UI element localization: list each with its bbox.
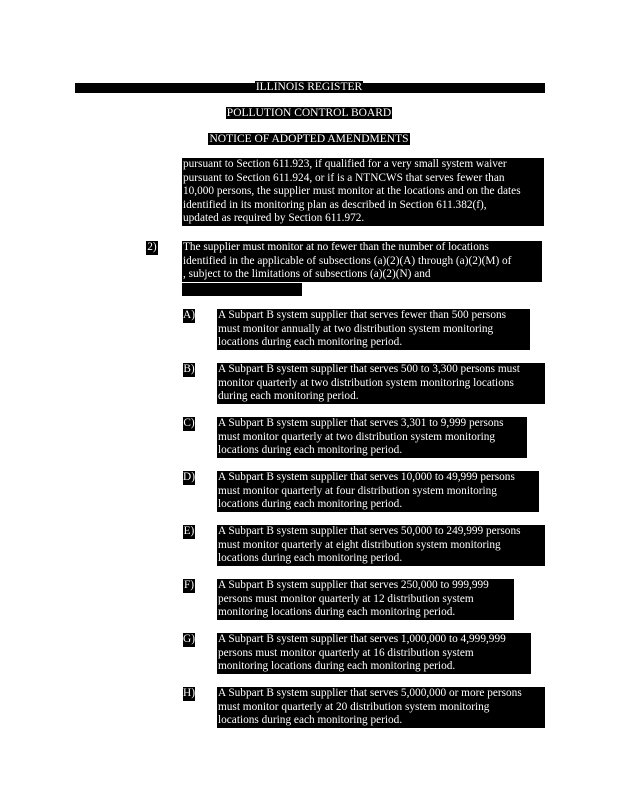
subitem-f-text: A Subpart B system supplier that serves 250,000 to 999,999 persons must monitor quarterly at 12 distribution system monitoring locations during each monitoring period. bbox=[217, 579, 514, 620]
subitem-a-marker: A) bbox=[183, 309, 195, 321]
subitem-b-text: A Subpart B system supplier that serves 500 to 3,300 persons must monitor quarterly at two distribution system monitoring locations during each monitoring period. bbox=[217, 363, 545, 404]
subitem-d-text: A Subpart B system supplier that serves 10,000 to 49,999 persons must monitor quarterly at four distribution system monitoring locations during each monitoring period. bbox=[217, 471, 539, 512]
subitem-a-text: A Subpart B system supplier that serves fewer than 500 persons must monitor annually at two distribution system monitoring locations during each monitoring period. bbox=[217, 309, 530, 350]
item-2-marker: 2) bbox=[147, 241, 157, 253]
register-title: ILLINOIS REGISTER bbox=[255, 81, 363, 93]
subitem-e-marker: E) bbox=[183, 525, 195, 537]
subitem-h-marker: H) bbox=[183, 687, 195, 699]
continuation-paragraph: pursuant to Section 611.923, if qualified for a very small system waiver pursuant to Section 611.924, or if is a NTNCWS that serves fewer than 10,000 persons, the supplier must monitor at the locations and on the dates identified in its monitoring plan as described in Section 611.382(f), updated as required by Section 611.972. bbox=[182, 158, 544, 226]
board-title: POLLUTION CONTROL BOARD bbox=[226, 107, 392, 119]
subitem-b-marker: B) bbox=[183, 363, 195, 375]
subitem-f-marker: F) bbox=[183, 579, 195, 591]
subitem-e-text: A Subpart B system supplier that serves 50,000 to 249,999 persons must monitor quarterly at eight distribution system monitoring locations during each monitoring period. bbox=[217, 525, 545, 566]
subitem-d-marker: D) bbox=[183, 471, 195, 483]
subitem-g-marker: G) bbox=[183, 633, 195, 645]
item-2-text: The supplier must monitor at no fewer than the number of locations identified in the applicable of subsections (a)(2)(A) through (a)(2)(M) of , subject to the limitations of subsections (a)(2)(N) and bbox=[182, 241, 542, 282]
subitem-c-marker: C) bbox=[183, 417, 195, 429]
notice-title: NOTICE OF ADOPTED AMENDMENTS bbox=[209, 133, 409, 145]
subitem-h-text: A Subpart B system supplier that serves 5,000,000 or more persons must monitor quarterly at 20 distribution system monitoring locations during each monitoring period. bbox=[217, 687, 545, 728]
subitem-c-text: A Subpart B system supplier that serves 3,301 to 9,999 persons must monitor quarterly at two distribution system monitoring locations during each monitoring period. bbox=[217, 417, 527, 458]
subitem-g-text: A Subpart B system supplier that serves 1,000,000 to 4,999,999 persons must monitor quarterly at 16 distribution system monitoring locations during each monitoring period. bbox=[217, 633, 531, 674]
redaction-smear bbox=[182, 283, 302, 296]
